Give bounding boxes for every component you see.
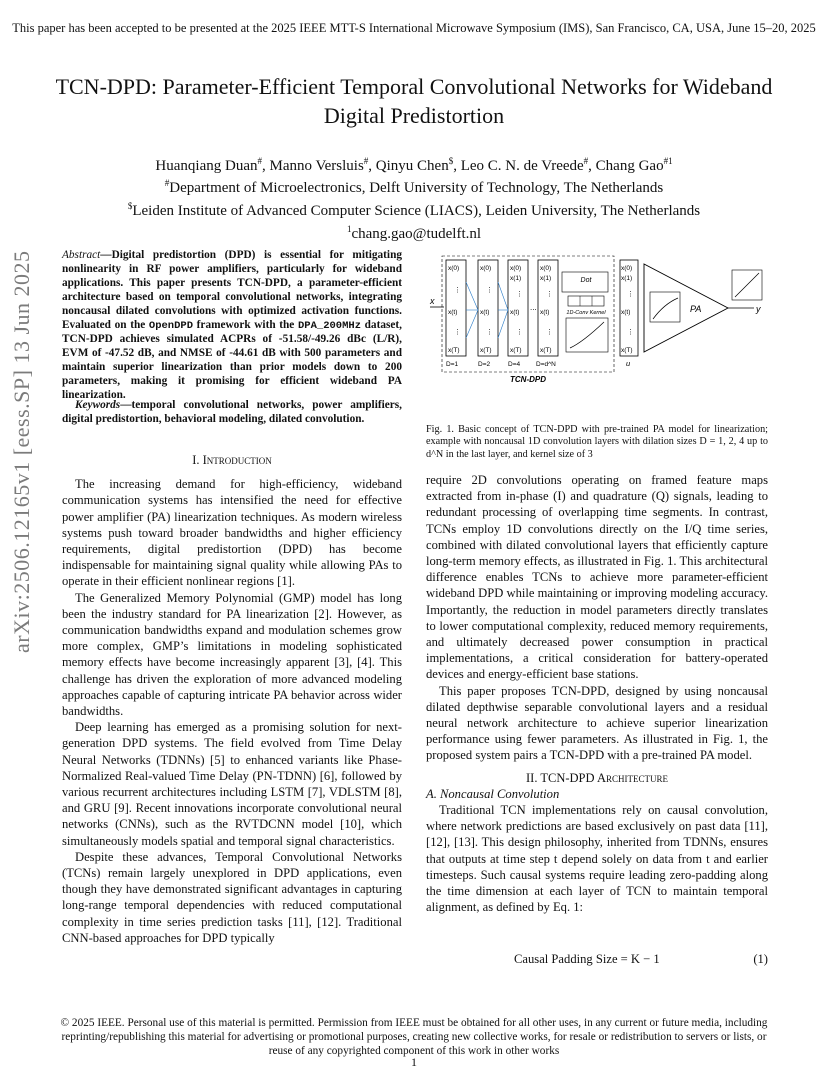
svg-text:x(1): x(1) [540,275,552,282]
svg-text:x(T): x(T) [621,347,633,354]
svg-text:⋮: ⋮ [627,291,634,298]
svg-text:x(t): x(t) [510,309,520,316]
figure-1-diagram [428,252,768,417]
paper-title: TCN-DPD: Parameter-Efficient Temporal Convolutional Networks for Wideband Digital Predistortion [55,74,773,128]
svg-text:⋮: ⋮ [546,329,553,336]
author: Huanqiang Duan [155,158,258,174]
author: Manno Versluis [269,158,364,174]
figure-caption: Fig. 1. Basic concept of TCN-DPD with pre-trained PA model for linearization; example with noncausal 1D convolution layers with dilation sizes D = 1, 2, 4 up to d^N in the last layer, and kernel size of 3 [426,424,768,460]
svg-text:x(1): x(1) [621,275,633,282]
intro-section [62,452,402,946]
svg-text:x(0): x(0) [621,265,633,272]
svg-text:⋮: ⋮ [516,329,523,336]
abstract: Abstract—Digital predistortion (DPD) is essential for mitigating nonlinearity in RF power amplifiers, particularly for wideband applications. This paper presents TCN-DPD, a parameter-efficient architecture based on temporal convolutional networks, integrating noncausal dilated convolutions with optimized activation functions. Evaluated on the OpenDPD framework with the DPA_200MHz dataset, TCN-DPD achieves simulated ACPRs of -51.58/-49.26 dBc (L/R), EVM of -47.52 dB, and NMSE of -44.61 dB with 500 parameters and maintain superior linearization than prior models down to 200 parameters, making it promising for efficient wideband PA linearization. [62,249,402,402]
affiliation-delft: #Department of Microelectronics, Delft University of Technology, The Netherlands [164,178,664,196]
layer-col-1 [446,260,466,368]
svg-text:⋮: ⋮ [627,329,634,336]
svg-text:x(0): x(0) [448,265,460,272]
layer-label-d2: D=2 [478,361,491,368]
svg-text:x(0): x(0) [510,265,522,272]
pa-block [644,264,762,352]
layer-col-4 [536,260,558,368]
svg-text:x(T): x(T) [480,347,492,354]
layer-col-3 [508,260,528,368]
svg-text:⋮: ⋮ [454,329,461,336]
section-heading-introduction: I. Introduction [192,453,272,467]
svg-text:...: ... [530,303,537,312]
output-label: y [756,304,761,314]
paragraph: The increasing demand for high-efficiency, wideband communication systems has intensified the need for effective power amplifier (PA) linearization techniques. As modern wireless systems push toward broader bandwidths and higher efficiency requirements, digital predistortion (DPD) has become indispensable for maintaining signal quality while allowing PAs to operate in their efficient nonlinear regions [1]. [62,477,402,589]
svg-text:⋮: ⋮ [516,291,523,298]
copyright-footer: © 2025 IEEE. Personal use of this material is permitted. Permission from IEEE must be obtained for all other uses, in any current or future media, including reprinting/republishing this material for advertising or promotional purposes, creating new collective works, for resale or redistribution to servers or lists, or reuse of any copyrighted component of this work in other works [60,1017,768,1058]
layer-label-d1: D=1 [446,361,459,368]
affiliation-leiden: $Leiden Institute of Advanced Computer Science (LIACS), Leiden University, The Netherlands [127,201,701,219]
tcn-dpd-label: TCN-DPD [510,375,546,384]
svg-text:x(T): x(T) [510,347,522,354]
conv-kernel [562,272,608,352]
paragraph: require 2D convolutions operating on framed feature maps extracted from in-phase (I) and quadrature (Q) signals, leading to redundant processing of overlapping time segments. In contrast, TCNs employ 1D convolutions directly on the I/Q time series, combined with dilated convolutional layers that efficiently capture long-term memory effects, as illustrated in Fig. 1. This architectural difference enables TCNs to achieve more parameter-efficient wideband DPD while maintaining or improving modeling accuracy. Importantly, the reduction in model parameters directly translates to lower computational complexity, reduced memory requirements, and ultimately decreased power consumption in practical implementations, a critical consideration for battery-operated devices and energy-efficient base stations. [426,473,768,682]
svg-text:x(t): x(t) [480,309,490,316]
arxiv-stamp: arXiv:2506.12165v1 [eess.SP] 13 Jun 2025 [9,250,34,653]
kernel-label: 1D-Conv Kernel [566,310,606,316]
svg-text:x(0): x(0) [480,265,492,272]
paragraph: The Generalized Memory Polynomial (GMP) model has long been the industry standard for PA linearization [2]. However, as communication bandwidths expand and modulation schemes grow more complex, GMP’s limitations in modeling sophisticated memory effects have become increasingly apparent [3], [4]. This challenge has driven the exploration of more advanced modeling approaches capable of capturing intricate PA behavior across wider bandwidths. [62,590,402,719]
author: Qinyu Chen [375,158,449,174]
input-label: x [430,296,435,306]
keywords: Keywords—temporal convolutional networks, power amplifiers, digital predistortion, behavioral modeling, dilated convolution. [62,399,402,425]
u-column [620,260,638,368]
right-column-text [426,472,768,915]
svg-text:x(t): x(t) [621,309,631,316]
svg-text:x(t): x(t) [540,309,550,316]
author: Leo C. N. de Vreede [460,158,584,174]
dot-label: Dot [580,277,592,284]
svg-text:⋮: ⋮ [486,287,493,294]
author: Chang Gao [595,158,664,174]
layer-label-dn: D=d^N [536,361,556,368]
u-label: u [626,359,631,368]
svg-text:x(1): x(1) [510,275,522,282]
svg-text:⋮: ⋮ [454,287,461,294]
svg-text:⋮: ⋮ [546,291,553,298]
svg-text:⋮: ⋮ [486,329,493,336]
svg-text:x(T): x(T) [540,347,552,354]
subsection-heading: A. Noncausal Convolution [426,786,560,801]
contact-email: $^1$chang.gao@tudelft.nl [346,224,482,242]
affiliations [40,174,788,243]
page-number: 1 [411,1055,417,1069]
svg-text:x(T): x(T) [448,347,460,354]
svg-text:x(t): x(t) [448,309,458,316]
paragraph: Traditional TCN implementations rely on causal convolution, where network predictions are based exclusively on past data [11], [12], [13]. This design philosophy, inherited from TDNNs, ensures that outputs at time step t depend solely on data from t and earlier timesteps. Such causal systems require leading zero-padding along the time dimension at each layer of TCN to maintain temporal alignment, as defined by Eq. 1: [426,803,768,915]
paragraph: This paper proposes TCN-DPD, designed by using noncausal dilated depthwise separable convolutional layers and a residual neural network architecture to achieve superior linearization performance using fewer parameters. As illustrated in Fig. 1, the proposed system pairs a TCN-DPD with a pre-trained PA model. [426,683,768,763]
layer-label-d4: D=4 [508,361,521,368]
author-list: Huanqiang Duan#, Manno Versluis#, Qinyu Chen$, Leo C. N. de Vreede#, Chang Gao$^{\#1}$ [155,156,673,174]
pa-label: PA [690,304,702,314]
paragraph: Deep learning has emerged as a promising solution for next-generation DPD systems. The field evolved from Time Delay Neural Networks (TDNNs) [5] to enhanced variants like Phase-Normalized Real-valued Time Delay (PN-TDNN) [6], followed by various recurrent architectures including LSTM [7], VDLSTM [8], and GRU [9]. Recent innovations incorporate convolutional neural networks (CNNs), such as the RVTDCNN model [10], which simultaneously models spatial and temporal signal characteristics. [62,720,402,848]
svg-text:x(0): x(0) [540,265,552,272]
section-heading-architecture: II. TCN-DPD Architecture [526,770,668,785]
conference-notice: This paper has been accepted to be presented at the 2025 IEEE MTT-S International Microwave Symposium (IMS), San Francisco, CA, USA, June 15–20, 2025 [12,21,816,35]
paragraph: Despite these advances, Temporal Convolutional Networks (TCNs) remain largely unexplored in DPD applications, even though they have demonstrated significant advantages in capturing long-range temporal dependencies with reduced computational complexity in time series prediction tasks [11], [12]. Traditional CNN-based approaches for DPD typically [62,849,402,945]
layer-col-2 [478,260,498,368]
